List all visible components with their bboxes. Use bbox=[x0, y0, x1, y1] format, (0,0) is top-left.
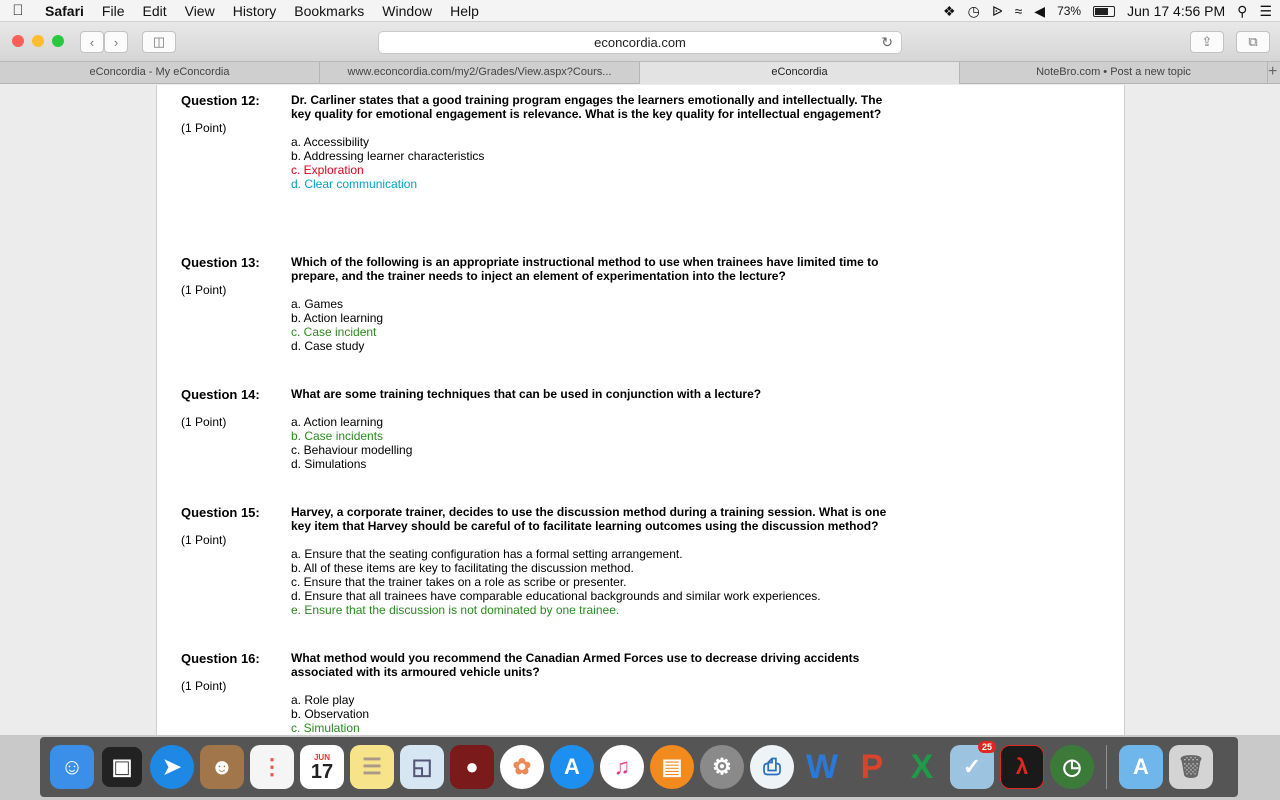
answer-option: a. Role play bbox=[291, 693, 355, 707]
word-icon[interactable]: W bbox=[805, 747, 839, 786]
menu-app-safari[interactable]: Safari bbox=[45, 2, 84, 19]
time-machine-status-icon[interactable]: ◷ bbox=[967, 2, 980, 19]
address-bar[interactable] bbox=[378, 31, 902, 54]
battery-icon[interactable] bbox=[1093, 6, 1115, 17]
plus-icon: + bbox=[1268, 63, 1278, 80]
question-text: What method would you recommend the Canadian Armed Forces use to decrease driving accidents associated with its armoured vehicle units? bbox=[291, 651, 860, 679]
menu-bar bbox=[0, 0, 1280, 22]
tab-bar bbox=[0, 62, 1280, 84]
share-button[interactable] bbox=[1190, 31, 1224, 53]
trash-icon[interactable]: 🗑 bbox=[1169, 745, 1213, 789]
show-tabs-button[interactable] bbox=[1236, 31, 1270, 53]
chevron-right-icon: › bbox=[113, 34, 119, 50]
mail-icon[interactable]: ✓ 25 bbox=[950, 745, 994, 789]
new-tab-button[interactable] bbox=[1268, 62, 1280, 83]
answer-options bbox=[291, 297, 383, 353]
question-number: Question 13: bbox=[181, 255, 260, 270]
question-points: (1 Point) bbox=[181, 415, 227, 429]
notes-icon[interactable]: ☰ bbox=[350, 745, 394, 789]
answer-option-correct: c. Case incident bbox=[291, 325, 377, 339]
excel-icon[interactable]: X bbox=[910, 747, 934, 786]
answer-option: b. Addressing learner characteristics bbox=[291, 149, 485, 163]
wifi-icon[interactable]: ≈ bbox=[1014, 3, 1023, 19]
answer-option: a. Action learning bbox=[291, 415, 384, 429]
menu-edit[interactable]: Edit bbox=[142, 2, 167, 19]
question-points: (1 Point) bbox=[181, 283, 227, 297]
reload-icon[interactable]: ↻ bbox=[881, 34, 893, 50]
battery-percent[interactable]: 73% bbox=[1057, 4, 1082, 18]
answer-option: a. Ensure that the seating configuration has a formal setting arrangement. bbox=[291, 547, 683, 561]
close-window-button[interactable] bbox=[12, 35, 24, 47]
status-menus bbox=[943, 0, 1272, 22]
safari-icon[interactable]: ➤ bbox=[150, 745, 194, 789]
menu-view[interactable]: View bbox=[184, 2, 215, 19]
bluetooth-icon[interactable]: ᐉ bbox=[991, 2, 1003, 19]
back-button[interactable] bbox=[80, 31, 104, 53]
answer-option-correct: c. Simulation bbox=[291, 721, 360, 735]
question-number: Question 16: bbox=[181, 651, 260, 666]
question-number: Question 15: bbox=[181, 505, 260, 520]
browser-toolbar bbox=[0, 22, 1280, 62]
reminders-icon[interactable]: ⋮ bbox=[250, 745, 294, 789]
question-text: Harvey, a corporate trainer, decides to use the discussion method during a training session. What is one key item that Harvey should be careful of to facilitate learning outcomes using the discussion method? bbox=[291, 505, 887, 533]
question-number: Question 12: bbox=[181, 93, 260, 108]
quiz-page bbox=[156, 85, 1125, 735]
answer-option: b. Observation bbox=[291, 707, 370, 721]
question-points: (1 Point) bbox=[181, 679, 227, 693]
ibooks-icon[interactable]: ▤ bbox=[650, 745, 694, 789]
forward-button[interactable] bbox=[104, 31, 128, 53]
tab-grades-view[interactable]: www.econcordia.com/my2/Grades/View.aspx?Cours... bbox=[320, 62, 640, 84]
question-text: Which of the following is an appropriate instructional method to use when trainees have limited time to prepare, and the trainer needs to inject an element of experimentation into the lecture? bbox=[291, 255, 879, 283]
app-store-icon[interactable]: A bbox=[550, 745, 594, 789]
time-machine-icon[interactable]: ◷ bbox=[1050, 745, 1094, 789]
clock[interactable]: Jun 17 4:56 PM bbox=[1127, 3, 1226, 19]
question-number: Question 14: bbox=[181, 387, 260, 402]
answer-options bbox=[291, 547, 821, 617]
volume-icon[interactable]: ◀ bbox=[1034, 2, 1046, 19]
answer-option: b. All of these items are key to facilitating the discussion method. bbox=[291, 561, 634, 575]
menu-history[interactable]: History bbox=[232, 2, 277, 19]
answer-option-correct: d. Clear communication bbox=[291, 177, 418, 191]
calendar-month: JUN bbox=[313, 752, 330, 762]
contacts-icon[interactable]: ☻ bbox=[200, 745, 244, 789]
tabs-overview-icon: ⧉ bbox=[1248, 34, 1258, 49]
answer-option: d. Simulations bbox=[291, 457, 367, 471]
window-controls bbox=[12, 35, 64, 47]
finder-icon[interactable]: ☺ bbox=[50, 745, 94, 789]
answer-option: a. Accessibility bbox=[291, 135, 370, 149]
photo-booth-2-icon[interactable]: ● bbox=[450, 745, 494, 789]
calendar-day: 17 bbox=[310, 760, 334, 783]
answer-option-correct: e. Ensure that the discussion is not dominated by one trainee. bbox=[291, 603, 620, 617]
spotlight-icon[interactable]: ⚲ bbox=[1237, 2, 1248, 19]
mail-badge: 25 bbox=[978, 741, 996, 753]
answer-option: d. Case study bbox=[291, 339, 365, 353]
sidebar-button[interactable] bbox=[142, 31, 176, 53]
answer-option: c. Ensure that the trainer takes on a role as scribe or presenter. bbox=[291, 575, 627, 589]
photo-booth-icon[interactable]: ▣ bbox=[100, 745, 144, 789]
minimize-window-button[interactable] bbox=[32, 35, 44, 47]
zoom-window-button[interactable] bbox=[52, 35, 64, 47]
answer-option-selected-incorrect: c. Exploration bbox=[291, 163, 364, 177]
powerpoint-icon[interactable]: P bbox=[860, 747, 884, 786]
chevron-left-icon: ‹ bbox=[89, 34, 95, 50]
answer-option: a. Games bbox=[291, 297, 344, 311]
share-icon: ⇪ bbox=[1201, 34, 1213, 49]
applications-folder-icon[interactable]: A bbox=[1119, 745, 1163, 789]
menu-help[interactable]: Help bbox=[450, 2, 479, 19]
answer-options bbox=[291, 135, 484, 191]
tab-my-econcordia[interactable]: eConcordia - My eConcordia bbox=[0, 62, 320, 84]
dock-separator bbox=[1106, 745, 1107, 789]
printer-icon[interactable]: ⎙ bbox=[750, 745, 794, 789]
question-points: (1 Point) bbox=[181, 533, 227, 547]
question-text: Dr. Carliner states that a good training program engages the learners emotionally and intellectually. The key quality for emotional engagement is relevance. What is the key quality for intellectual engagement? bbox=[291, 93, 883, 121]
menu-window[interactable]: Window bbox=[382, 2, 433, 19]
answer-option: b. Action learning bbox=[291, 311, 384, 325]
itunes-icon[interactable]: ♫ bbox=[600, 745, 644, 789]
preview-icon[interactable]: ◱ bbox=[400, 745, 444, 789]
answer-options bbox=[291, 415, 412, 471]
calendar-icon[interactable] bbox=[300, 745, 344, 789]
question-text: What are some training techniques that can be used in conjunction with a lecture? bbox=[291, 387, 762, 401]
desktop-bottom bbox=[0, 735, 1280, 800]
url-text: econcordia.com bbox=[594, 35, 686, 50]
photos-icon[interactable]: ✿ bbox=[500, 745, 544, 789]
menu-file[interactable]: File bbox=[101, 2, 125, 19]
dock bbox=[40, 737, 1238, 797]
answer-option: c. Behaviour modelling bbox=[291, 443, 413, 457]
apple-menu-icon[interactable] bbox=[0, 2, 36, 19]
system-preferences-icon[interactable]: ⚙ bbox=[700, 745, 744, 789]
acrobat-icon[interactable]: λ bbox=[1000, 745, 1044, 789]
tab-econcordia-active[interactable]: eConcordia bbox=[640, 62, 960, 84]
question-points: (1 Point) bbox=[181, 121, 227, 135]
menu-bookmarks[interactable]: Bookmarks bbox=[294, 2, 365, 19]
tab-notebro[interactable]: NoteBro.com • Post a new topic bbox=[960, 62, 1268, 84]
answer-options bbox=[291, 693, 369, 735]
sidebar-icon: ◫ bbox=[152, 34, 166, 49]
web-content[interactable] bbox=[0, 85, 1280, 735]
answer-option: d. Ensure that all trainees have comparable educational backgrounds and similar work experiences. bbox=[291, 589, 821, 603]
notification-center-icon[interactable]: ☰ bbox=[1259, 2, 1272, 19]
answer-option-correct: b. Case incidents bbox=[291, 429, 384, 443]
dropbox-icon[interactable]: ❖ bbox=[943, 2, 956, 19]
